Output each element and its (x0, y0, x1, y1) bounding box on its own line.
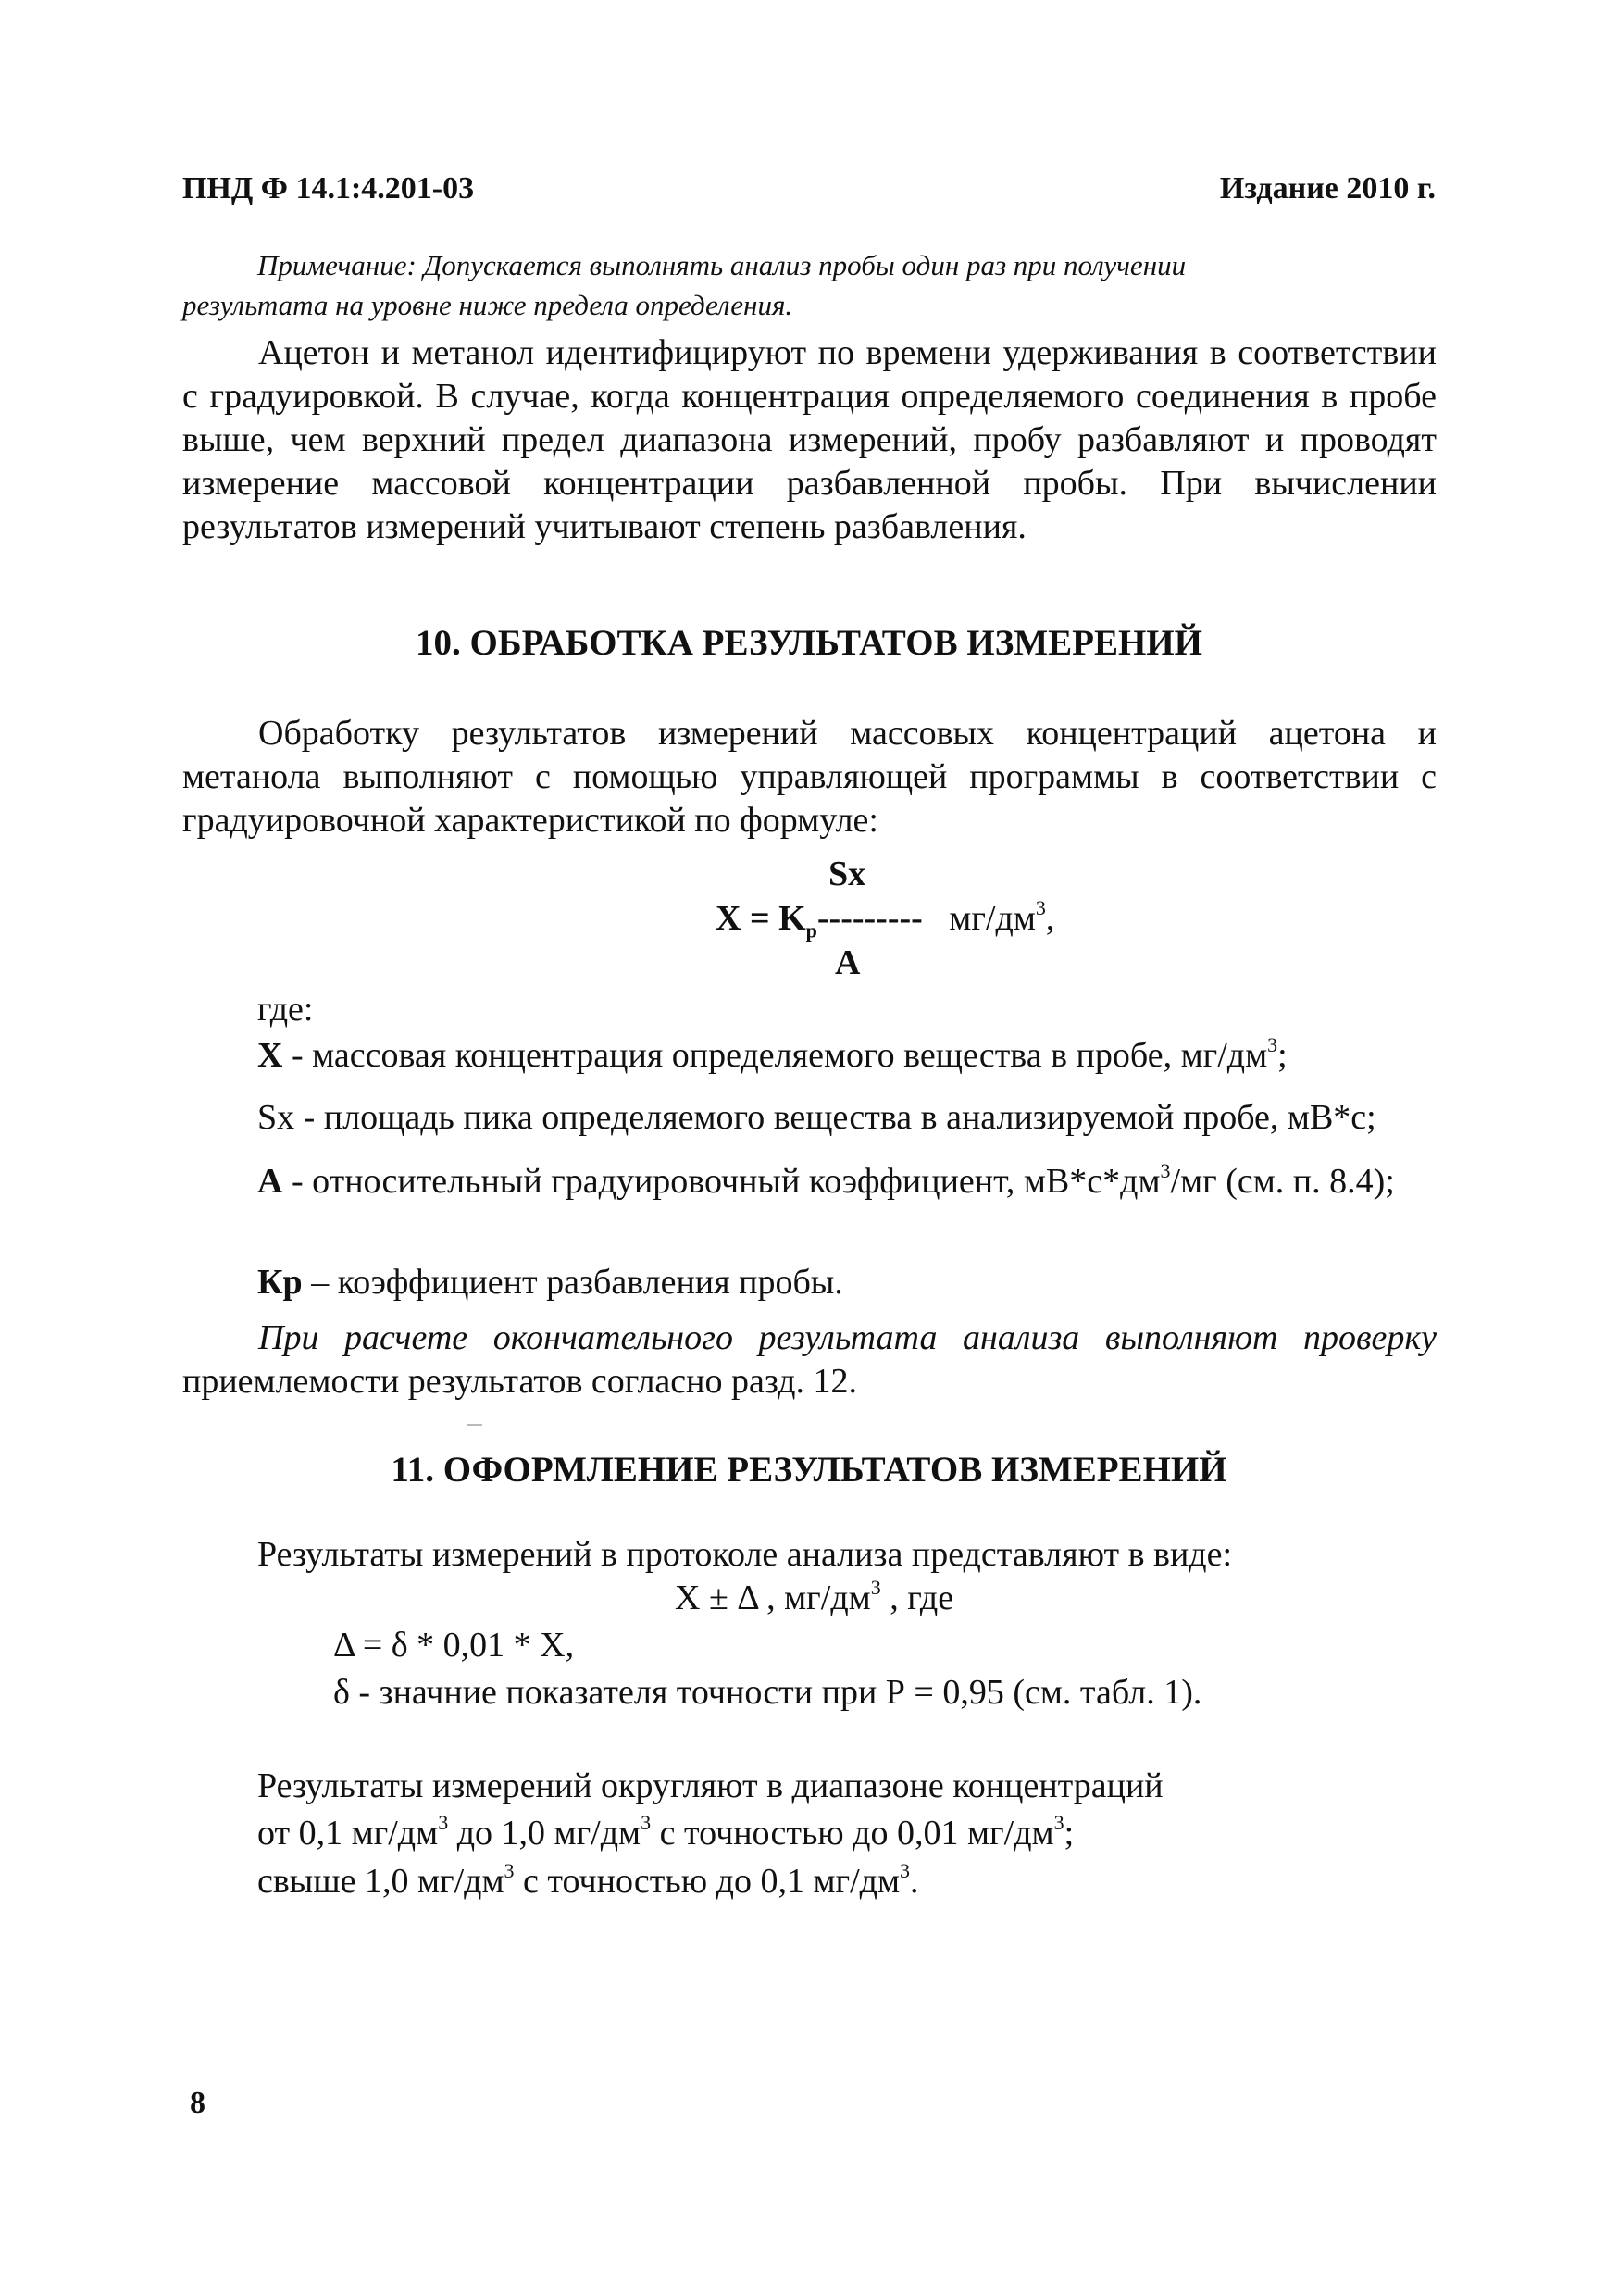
where-label: где: (257, 990, 314, 1029)
note-label: Примечание: (257, 249, 417, 281)
note-line-2: результата на уровне ниже предела определения. (182, 289, 793, 321)
results-format-end: , где (880, 1578, 954, 1617)
formula-denominator: A (835, 943, 861, 982)
section-10-heading: 10. ОБРАБОТКА РЕЗУЛЬТАТОВ ИЗМЕРЕНИЙ (416, 623, 1202, 663)
definition-x-text: - массовая концентрация определяемого вещества в пробе, мг/дм (282, 1036, 1268, 1075)
rounding-low-part2: до 1,0 мг/дм (448, 1814, 641, 1853)
results-format-sup: 3 (870, 1576, 881, 1599)
rounding-range-high (257, 1861, 919, 1902)
paragraph-identification: Ацетон и метанол идентифицируют по времени удерживания в соответствии с градуировкой. В случае, когда концентрация определяемого соединения в пробе выше, чем верхний предел диапазона измерений, пробу разбавляют и проводят измерение массовой концентрации разбавленной пробы. При вычислении результатов измерений учитывают степень разбавления. (182, 333, 1437, 546)
document-code: ПНД Ф 14.1:4.201-03 (182, 171, 475, 206)
definition-x-sup: 3 (1267, 1033, 1278, 1056)
rounding-high-part2: с точностью до 0,1 мг/дм (514, 1862, 901, 1901)
rounding-low-sup3: 3 (1053, 1811, 1064, 1834)
rounding-high-end: . (910, 1862, 919, 1901)
delta-formula: Δ = δ * 0,01 * X, (333, 1626, 575, 1665)
formula-dashes: --------- (816, 899, 923, 938)
definition-kp (257, 1262, 843, 1303)
divider-mark (467, 1424, 482, 1426)
definition-sx: Sx - площадь пика определяемого вещества в анализируемой пробе, мВ*с; (257, 1098, 1376, 1137)
definition-a-text: - относительный градуировочный коэффициент, мВ*с*дм (282, 1162, 1161, 1201)
rounding-high-sup1: 3 (504, 1859, 515, 1882)
formula-sub: р (805, 918, 817, 942)
note-text-1: Допускается выполнять анализ пробы один раз при получении (423, 249, 1187, 281)
definition-x (257, 1035, 1288, 1076)
page-number: 8 (190, 2086, 205, 2120)
results-format (675, 1578, 953, 1618)
rounding-low-sup2: 3 (641, 1811, 652, 1834)
results-intro: Результаты измерений в протоколе анализа представляют в виде: (257, 1535, 1233, 1574)
rounding-low-end: ; (1064, 1814, 1075, 1853)
definition-x-end: ; (1277, 1036, 1288, 1075)
definition-a-symbol: A (257, 1162, 283, 1201)
rounding-low-sup1: 3 (438, 1811, 449, 1834)
formula-unit: мг/дм (949, 899, 1036, 938)
definition-a (182, 1159, 1437, 1204)
paragraph-processing: Обработку результатов измерений массовых концентраций ацетона и метанола выполняют с помощью управляющей программы в соответствии с градуировочной характеристикой по формуле: (182, 714, 1437, 840)
rounding-low-part3: с точностью до 0,01 мг/дм (651, 1814, 1054, 1853)
definition-a-end: /мг (см. п. 8.4); (1170, 1162, 1395, 1201)
acceptability-italic: При расчете окончательного результата анализа выполняют проверку (258, 1318, 1437, 1357)
section-11-heading: 11. ОФОРМЛЕНИЕ РЕЗУЛЬТАТОВ ИЗМЕРЕНИЙ (391, 1450, 1227, 1490)
formula-numerator: Sx (828, 855, 866, 893)
results-format-main: X ± Δ , мг/дм (675, 1578, 871, 1617)
definition-x-symbol: X (257, 1036, 283, 1075)
formula-tail: , (1045, 899, 1055, 938)
definition-kp-text: – коэффициент разбавления пробы. (302, 1263, 843, 1302)
rounding-range-low (257, 1813, 1074, 1853)
definition-kp-symbol: Кр (257, 1263, 303, 1302)
rounding-high-part1: свыше 1,0 мг/дм (257, 1862, 504, 1901)
rounding-high-sup2: 3 (900, 1859, 911, 1882)
paragraph-acceptability (182, 1316, 1437, 1404)
formula-unit-sup: 3 (1035, 896, 1046, 919)
edition-label: Издание 2010 г. (1219, 171, 1436, 206)
rounding-intro: Результаты измерений округляют в диапазоне концентраций (257, 1766, 1164, 1805)
formula-main-line (716, 898, 1054, 943)
formula-lhs: X = K (716, 899, 806, 938)
note-line-1 (257, 243, 1435, 289)
delta-definition: δ - значние показателя точности при Р = 0,95 (см. табл. 1). (333, 1673, 1202, 1712)
definition-a-sup: 3 (1160, 1159, 1171, 1182)
rounding-low-part1: от 0,1 мг/дм (257, 1814, 439, 1853)
acceptability-rest: приемлемости результатов согласно разд. 12. (182, 1362, 858, 1401)
